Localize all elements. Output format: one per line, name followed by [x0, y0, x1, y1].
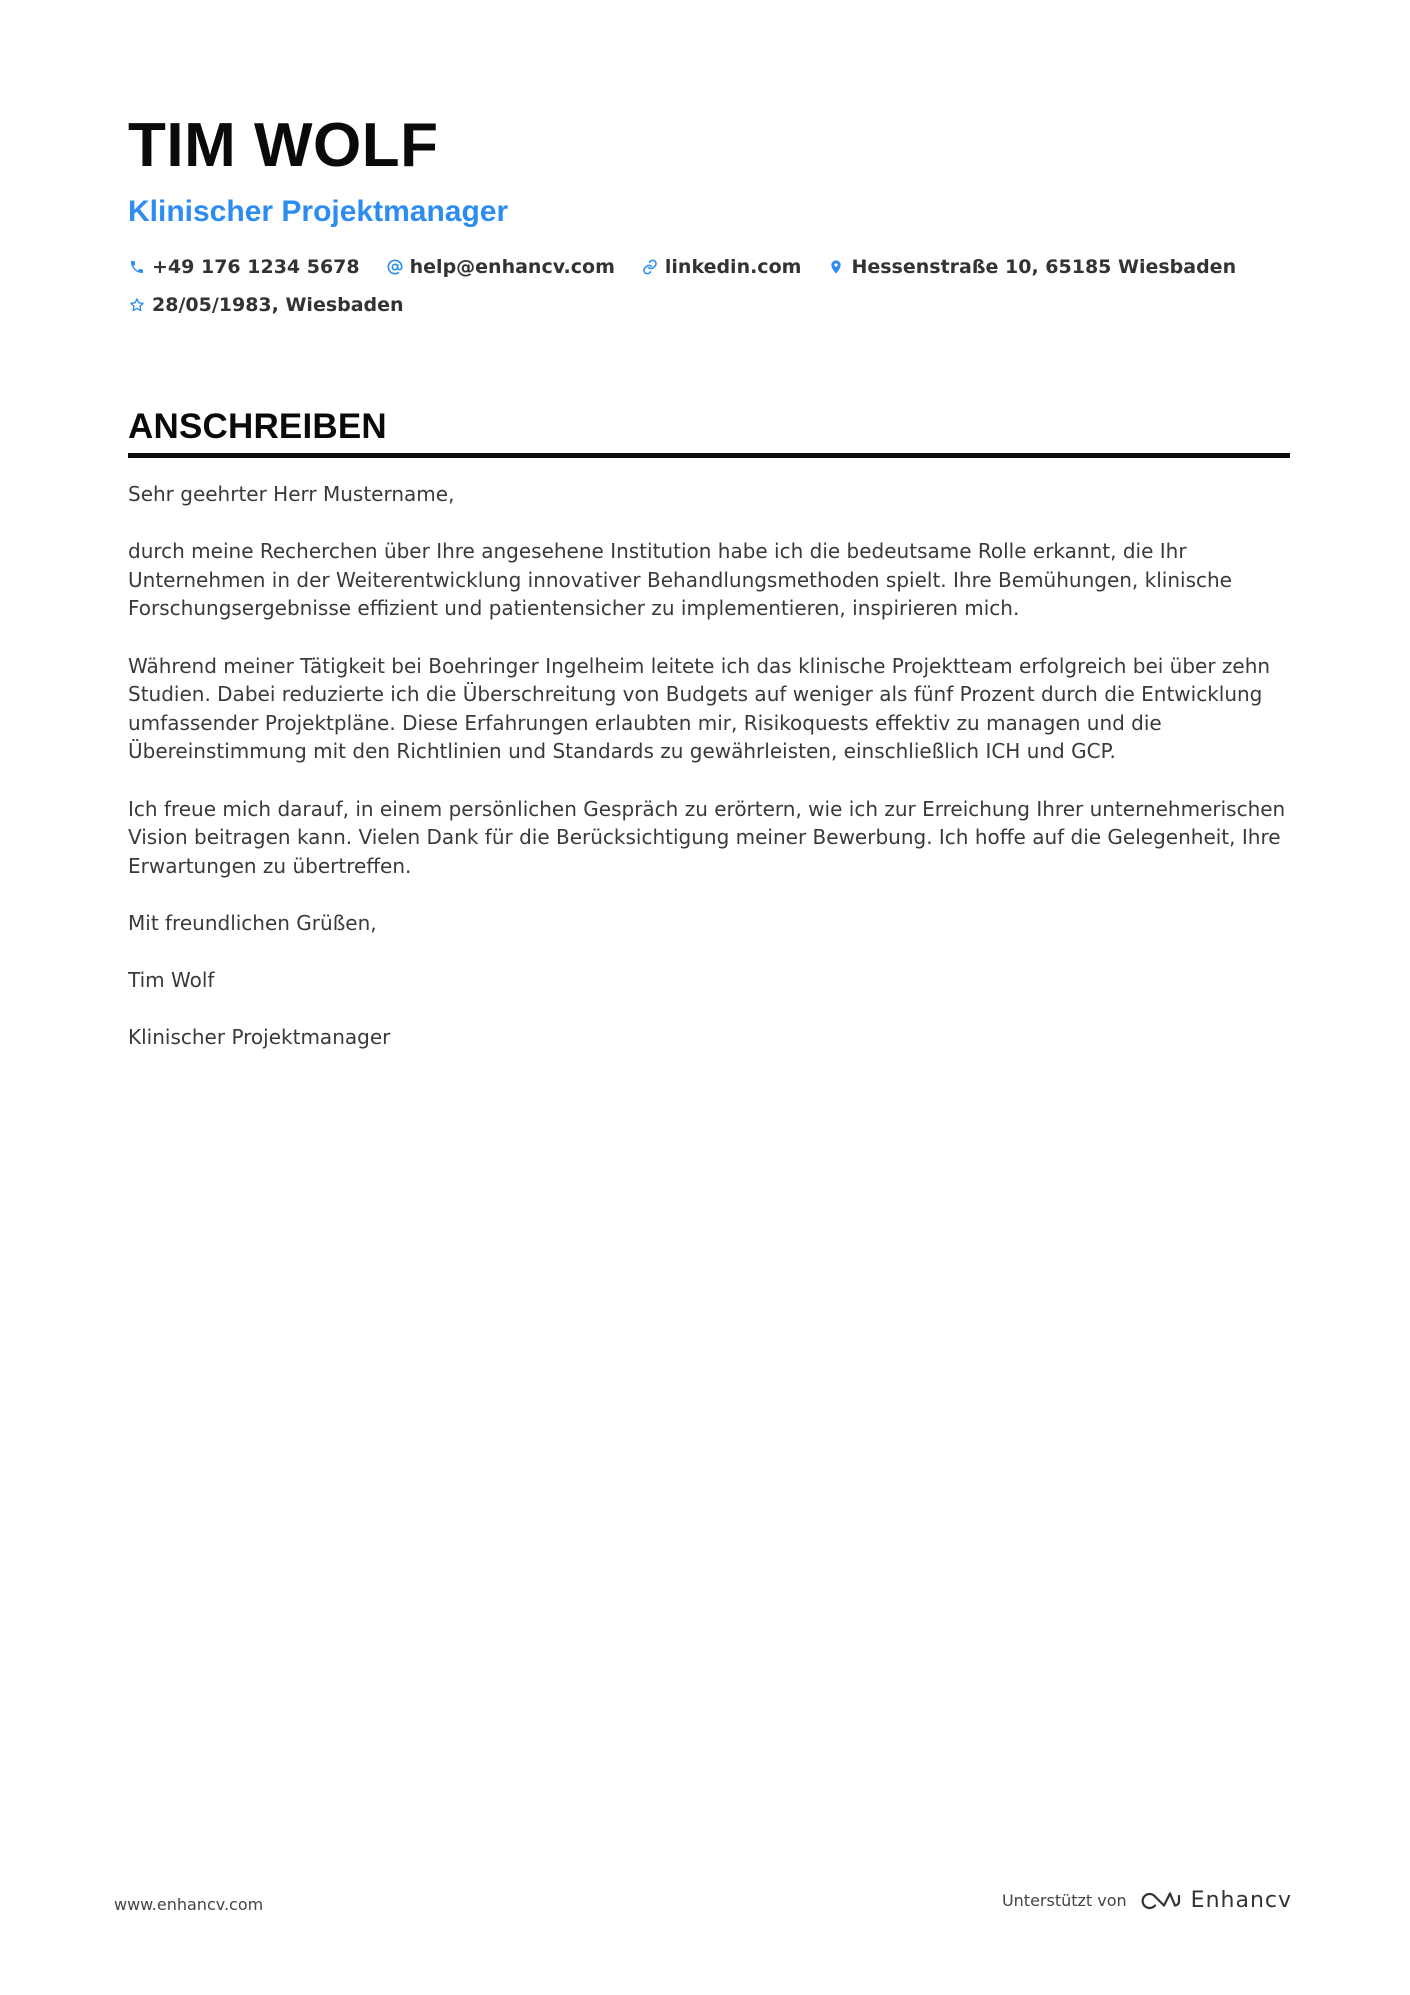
- powered-by-label: Unterstützt von: [1001, 1891, 1127, 1910]
- contact-list: [128, 254, 1288, 318]
- closing: Mit freundlichen Grüßen,: [128, 910, 377, 935]
- enhancv-logo[interactable]: [1139, 1888, 1292, 1914]
- birth-date-place: 28/05/1983, Wiesbaden: [152, 294, 404, 316]
- star-icon: [128, 296, 146, 314]
- salutation: Sehr geehrter Herr Mustername,: [128, 482, 455, 506]
- letter-paragraph: Ich freue mich darauf, in einem persönlichen Gespräch zu erörtern, wie ich zur Erreichung Ihrer unternehmerischen Vision beitragen kann. Vielen Dank für die Berücksichtigung meiner Bewerbung. Ich hoffe auf die Gelegenheit, Ihre Erwartungen zu übertreffen.: [128, 796, 1286, 878]
- phone-icon: [128, 258, 146, 276]
- job-title: Klinischer Projektmanager: [128, 195, 509, 228]
- contact-birth: [128, 292, 404, 318]
- location-pin-icon: [827, 258, 845, 276]
- contact-phone: [128, 254, 360, 280]
- brand-name: Enhancv: [1190, 1888, 1292, 1913]
- email-address[interactable]: help@enhancv.com: [409, 256, 615, 278]
- at-icon: [386, 258, 404, 276]
- footer-powered-by: [1002, 1888, 1292, 1914]
- address-text: Hessenstraße 10, 65185 Wiesbaden: [851, 256, 1237, 278]
- letter-paragraph: Während meiner Tätigkeit bei Boehringer Ingelheim leitete ich das klinische Projektteam erfolgreich bei über zehn Studien. Dabei reduzierte ich die Überschreitung von Budgets auf weniger als fünf Prozent durch die Entwicklung umfassender Projektpläne. Diese Erfahrungen erlaubten mir, Risikoquests effektiv zu managen und die Übereinstimmung mit den Richtlinien und Standards zu gewährleisten, einschließlich ICH und GCP.: [128, 653, 1271, 764]
- linkedin-link[interactable]: linkedin.com: [664, 256, 802, 278]
- link-icon: [641, 258, 659, 276]
- section-divider: [128, 453, 1290, 458]
- phone-number[interactable]: +49 176 1234 5678: [152, 256, 360, 278]
- enhancv-logo-icon: [1139, 1888, 1183, 1914]
- candidate-name: TIM WOLF: [128, 111, 439, 180]
- header: [128, 108, 1288, 318]
- section-title: ANSCHREIBEN: [128, 407, 387, 446]
- letter-body: [128, 480, 1288, 1080]
- signature-name: Tim Wolf: [128, 968, 215, 993]
- letter-paragraph: durch meine Recherchen über Ihre angesehene Institution habe ich die bedeutsame Rolle erkannt, die Ihr Unternehmen in der Weiterentwicklung innovativer Behandlungsmethoden spielt. Ihre Bemühungen, klinische Forschungsergebnisse effizient und patientensicher zu implementieren, inspirieren mich.: [128, 539, 1232, 621]
- footer-website[interactable]: www.enhancv.com: [114, 1895, 264, 1914]
- contact-address: [827, 254, 1236, 280]
- contact-email: [386, 254, 615, 280]
- contact-linkedin: [641, 254, 802, 280]
- signature-title: Klinischer Projektmanager: [128, 1025, 391, 1050]
- section-header: [128, 405, 1290, 458]
